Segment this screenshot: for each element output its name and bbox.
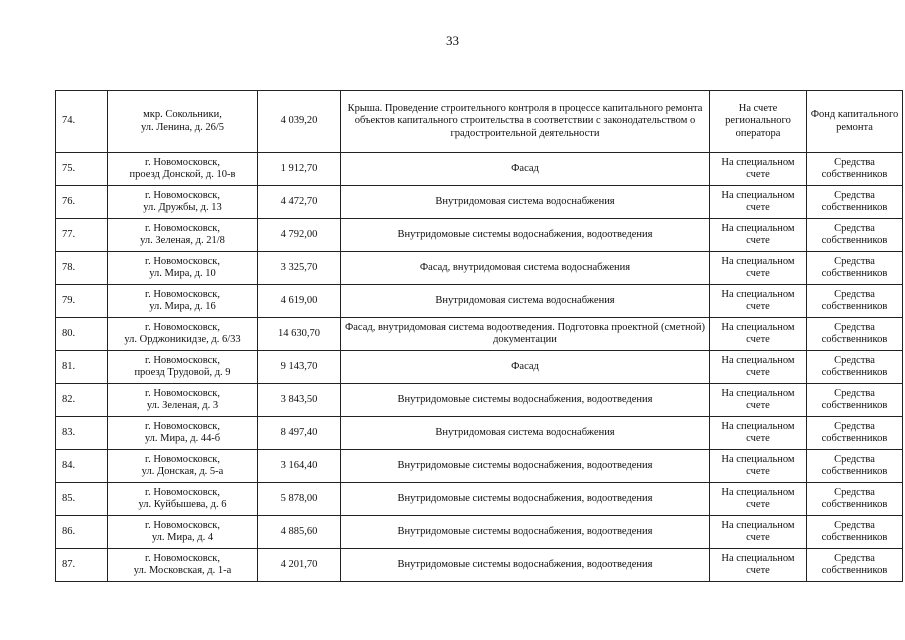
row-number: 82. bbox=[56, 384, 108, 417]
area-cell: 4 885,60 bbox=[258, 516, 341, 549]
row-number: 74. bbox=[56, 91, 108, 153]
address-cell bbox=[108, 483, 258, 516]
row-number: 85. bbox=[56, 483, 108, 516]
row-number: 79. bbox=[56, 285, 108, 318]
address-cell bbox=[108, 417, 258, 450]
account-cell: На специальном счете bbox=[710, 351, 807, 384]
area-cell: 3 843,50 bbox=[258, 384, 341, 417]
address-cell bbox=[108, 91, 258, 153]
area-cell: 4 619,00 bbox=[258, 285, 341, 318]
address-line-1: г. Новомосковск, bbox=[144, 519, 221, 531]
table-row bbox=[56, 219, 903, 252]
fund-cell: Средства собственников bbox=[807, 450, 903, 483]
address-line-2: ул. Орджоникидзе, д. 6/33 bbox=[124, 334, 241, 345]
table-row bbox=[56, 384, 903, 417]
address-line-2: ул. Ленина, д. 26/5 bbox=[140, 121, 224, 133]
account-cell: На счете регионального оператора bbox=[710, 91, 807, 153]
account-cell: На специальном счете bbox=[710, 483, 807, 516]
address-cell bbox=[108, 450, 258, 483]
table-body bbox=[56, 91, 903, 582]
works-cell: Внутридомовая система водоснабжения bbox=[341, 417, 710, 450]
address-line-2: ул. Мира, д. 4 bbox=[151, 532, 214, 543]
table-row bbox=[56, 91, 903, 153]
area-cell: 4 792,00 bbox=[258, 219, 341, 252]
works-cell: Фасад bbox=[341, 351, 710, 384]
account-cell: На специальном счете bbox=[710, 417, 807, 450]
row-number: 76. bbox=[56, 186, 108, 219]
address-line-2: ул. Зеленая, д. 21/8 bbox=[140, 235, 225, 246]
works-cell: Внутридомовые системы водоснабжения, водоотведения bbox=[341, 549, 710, 582]
area-cell: 8 497,40 bbox=[258, 417, 341, 450]
row-number: 80. bbox=[56, 318, 108, 351]
area-cell: 4 201,70 bbox=[258, 549, 341, 582]
address-line-1: мкр. Сокольники, bbox=[143, 109, 222, 120]
account-cell: На специальном счете bbox=[710, 516, 807, 549]
fund-cell: Средства собственников bbox=[807, 417, 903, 450]
table-row bbox=[56, 186, 903, 219]
works-cell: Внутридомовая система водоснабжения bbox=[341, 285, 710, 318]
account-cell: На специальном счете bbox=[710, 318, 807, 351]
area-cell: 9 143,70 bbox=[258, 351, 341, 384]
fund-cell: Средства собственников bbox=[807, 285, 903, 318]
row-number: 78. bbox=[56, 252, 108, 285]
fund-cell: Средства собственников bbox=[807, 351, 903, 384]
area-cell: 4 472,70 bbox=[258, 186, 341, 219]
works-cell: Внутридомовые системы водоснабжения, водоотведения bbox=[341, 483, 710, 516]
table-row bbox=[56, 252, 903, 285]
address-line-2: ул. Зеленая, д. 3 bbox=[146, 400, 219, 411]
table-row bbox=[56, 417, 903, 450]
fund-cell: Средства собственников bbox=[807, 252, 903, 285]
area-cell: 4 039,20 bbox=[258, 91, 341, 153]
row-number: 84. bbox=[56, 450, 108, 483]
fund-cell: Средства собственников bbox=[807, 219, 903, 252]
address-cell bbox=[108, 186, 258, 219]
account-cell: На специальном счете bbox=[710, 252, 807, 285]
row-number: 87. bbox=[56, 549, 108, 582]
address-line-1: г. Новомосковск, bbox=[144, 156, 221, 168]
address-cell bbox=[108, 351, 258, 384]
table-row bbox=[56, 516, 903, 549]
row-number: 83. bbox=[56, 417, 108, 450]
repair-works-table bbox=[55, 90, 903, 582]
row-number: 75. bbox=[56, 153, 108, 186]
address-line-2: проезд Донской, д. 10-в bbox=[129, 169, 236, 180]
account-cell: На специальном счете bbox=[710, 186, 807, 219]
works-cell: Фасад bbox=[341, 153, 710, 186]
address-line-1: г. Новомосковск, bbox=[144, 552, 221, 564]
table-row bbox=[56, 351, 903, 384]
fund-cell: Средства собственников bbox=[807, 384, 903, 417]
address-cell bbox=[108, 516, 258, 549]
address-line-1: г. Новомосковск, bbox=[144, 189, 221, 201]
row-number: 77. bbox=[56, 219, 108, 252]
table-row bbox=[56, 285, 903, 318]
area-cell: 3 325,70 bbox=[258, 252, 341, 285]
works-cell: Фасад, внутридомовая система водоснабжения bbox=[341, 252, 710, 285]
fund-cell: Фонд капитального ремонта bbox=[807, 91, 903, 153]
table-row bbox=[56, 483, 903, 516]
fund-cell: Средства собственников bbox=[807, 153, 903, 186]
address-line-1: г. Новомосковск, bbox=[144, 387, 221, 399]
account-cell: На специальном счете bbox=[710, 219, 807, 252]
address-cell bbox=[108, 153, 258, 186]
area-cell: 1 912,70 bbox=[258, 153, 341, 186]
area-cell: 3 164,40 bbox=[258, 450, 341, 483]
address-line-1: г. Новомосковск, bbox=[144, 255, 221, 267]
address-line-1: г. Новомосковск, bbox=[144, 354, 221, 366]
works-cell: Крыша. Проведение строительного контроля в процессе капитального ремонта объектов капитального строительства в соответствии с законодательством о градостроительной деятельности bbox=[341, 91, 710, 153]
fund-cell: Средства собственников bbox=[807, 483, 903, 516]
works-cell: Фасад, внутридомовая система водоотведения. Подготовка проектной (сметной) документации bbox=[341, 318, 710, 351]
address-line-2: ул. Мира, д. 10 bbox=[149, 268, 216, 279]
fund-cell: Средства собственников bbox=[807, 318, 903, 351]
address-line-1: г. Новомосковск, bbox=[144, 288, 221, 300]
fund-cell: Средства собственников bbox=[807, 516, 903, 549]
address-cell bbox=[108, 252, 258, 285]
area-cell: 14 630,70 bbox=[258, 318, 341, 351]
address-line-1: г. Новомосковск, bbox=[144, 321, 221, 333]
address-line-2: ул. Московская, д. 1-а bbox=[133, 565, 232, 576]
account-cell: На специальном счете bbox=[710, 384, 807, 417]
address-line-2: ул. Донская, д. 5-а bbox=[141, 466, 224, 477]
works-cell: Внутридомовые системы водоснабжения, водоотведения bbox=[341, 516, 710, 549]
area-cell: 5 878,00 bbox=[258, 483, 341, 516]
page-number: 33 bbox=[446, 33, 459, 48]
address-cell bbox=[108, 219, 258, 252]
address-line-2: ул. Дружбы, д. 13 bbox=[143, 202, 222, 213]
row-number: 81. bbox=[56, 351, 108, 384]
table-row bbox=[56, 318, 903, 351]
works-cell: Внутридомовые системы водоснабжения, водоотведения bbox=[341, 384, 710, 417]
row-number: 86. bbox=[56, 516, 108, 549]
fund-cell: Средства собственников bbox=[807, 549, 903, 582]
address-line-2: ул. Мира, д. 16 bbox=[149, 301, 216, 312]
works-cell: Внутридомовая система водоснабжения bbox=[341, 186, 710, 219]
table-row bbox=[56, 153, 903, 186]
address-line-2: ул. Куйбышева, д. 6 bbox=[138, 499, 227, 510]
fund-cell: Средства собственников bbox=[807, 186, 903, 219]
table-row bbox=[56, 549, 903, 582]
address-cell bbox=[108, 318, 258, 351]
address-line-1: г. Новомосковск, bbox=[144, 420, 221, 432]
address-cell bbox=[108, 549, 258, 582]
address-line-1: г. Новомосковск, bbox=[144, 222, 221, 234]
table-row bbox=[56, 450, 903, 483]
address-cell bbox=[108, 285, 258, 318]
account-cell: На специальном счете bbox=[710, 153, 807, 186]
account-cell: На специальном счете bbox=[710, 450, 807, 483]
address-cell bbox=[108, 384, 258, 417]
address-line-2: проезд Трудовой, д. 9 bbox=[134, 367, 231, 378]
address-line-1: г. Новомосковск, bbox=[144, 453, 221, 465]
address-line-2: ул. Мира, д. 44-б bbox=[144, 433, 221, 444]
account-cell: На специальном счете bbox=[710, 549, 807, 582]
works-cell: Внутридомовые системы водоснабжения, водоотведения bbox=[341, 219, 710, 252]
works-cell: Внутридомовые системы водоснабжения, водоотведения bbox=[341, 450, 710, 483]
address-line-1: г. Новомосковск, bbox=[144, 486, 221, 498]
account-cell: На специальном счете bbox=[710, 285, 807, 318]
